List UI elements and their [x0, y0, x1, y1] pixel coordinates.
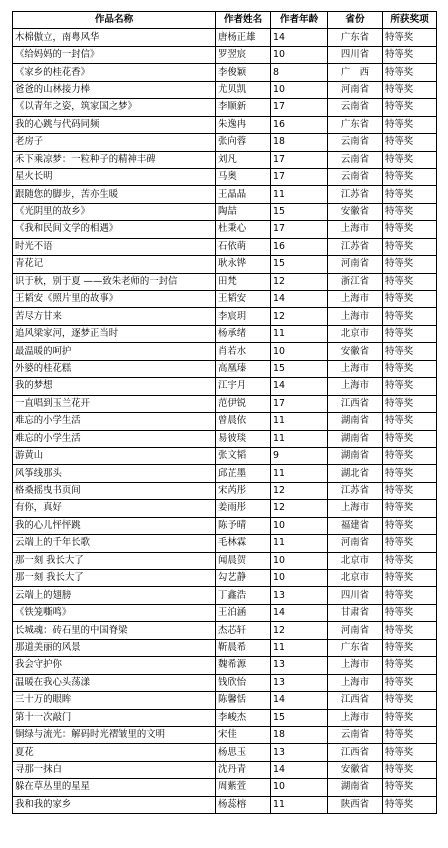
author-name-cell: 唐杨正雄 [216, 29, 271, 46]
author-age-cell: 14 [271, 692, 328, 709]
award-cell: 特等奖 [383, 726, 437, 743]
province-cell: 河南省 [328, 535, 383, 552]
award-cell: 特等奖 [383, 482, 437, 499]
award-cell: 特等奖 [383, 203, 437, 220]
author-age-cell: 14 [271, 378, 328, 395]
author-name-cell: 杨蕊榕 [216, 796, 271, 813]
work-title-cell: 老房子 [13, 134, 216, 151]
table-row [13, 378, 437, 395]
award-cell: 特等奖 [383, 761, 437, 778]
author-name-cell: 李峻杰 [216, 709, 271, 726]
author-name-cell: 李顺新 [216, 99, 271, 116]
award-cell: 特等奖 [383, 692, 437, 709]
author-age-cell: 10 [271, 46, 328, 63]
award-cell: 特等奖 [383, 674, 437, 691]
author-age-cell: 10 [271, 81, 328, 98]
author-name-cell: 张向蓉 [216, 134, 271, 151]
author-name-cell: 魏希源 [216, 657, 271, 674]
province-cell: 云南省 [328, 726, 383, 743]
author-age-cell: 11 [271, 796, 328, 813]
table-row [13, 657, 437, 674]
province-cell: 上海市 [328, 360, 383, 377]
province-cell: 江苏省 [328, 186, 383, 203]
province-cell: 河南省 [328, 256, 383, 273]
awards-table [12, 11, 437, 814]
author-name-cell: 邱芷墨 [216, 465, 271, 482]
author-name-cell: 宋佳 [216, 726, 271, 743]
table-row [13, 465, 437, 482]
column-header-author: 作者姓名 [216, 12, 271, 29]
award-cell: 特等奖 [383, 447, 437, 464]
province-cell: 广东省 [328, 29, 383, 46]
award-cell: 特等奖 [383, 256, 437, 273]
column-header-award: 所获奖项 [383, 12, 437, 29]
province-cell: 安徽省 [328, 203, 383, 220]
author-age-cell: 11 [271, 186, 328, 203]
author-age-cell: 9 [271, 447, 328, 464]
province-cell: 四川省 [328, 587, 383, 604]
award-cell: 特等奖 [383, 325, 437, 342]
author-age-cell: 13 [271, 587, 328, 604]
author-name-cell: 马奥 [216, 168, 271, 185]
work-title-cell: 王韬安《照片里的故事》 [13, 291, 216, 308]
author-name-cell: 王泊涵 [216, 604, 271, 621]
author-age-cell: 14 [271, 29, 328, 46]
work-title-cell: 我的梦想 [13, 378, 216, 395]
table-row [13, 500, 437, 517]
table-row [13, 552, 437, 569]
work-title-cell: 禾下乘凉梦：一粒种子的精神丰碑 [13, 151, 216, 168]
table-row [13, 343, 437, 360]
work-title-cell: 风筝线那头 [13, 465, 216, 482]
province-cell: 湖南省 [328, 779, 383, 796]
author-name-cell: 高凰瑧 [216, 360, 271, 377]
author-age-cell: 10 [271, 552, 328, 569]
column-header-age: 作者年龄 [271, 12, 328, 29]
table-row [13, 308, 437, 325]
province-cell: 北京市 [328, 570, 383, 587]
province-cell: 北京市 [328, 325, 383, 342]
award-cell: 特等奖 [383, 430, 437, 447]
author-name-cell: 易彼琰 [216, 430, 271, 447]
province-cell: 湖北省 [328, 465, 383, 482]
province-cell: 上海市 [328, 674, 383, 691]
award-cell: 特等奖 [383, 186, 437, 203]
award-cell: 特等奖 [383, 151, 437, 168]
work-title-cell: 三十万的眼眸 [13, 692, 216, 709]
award-cell: 特等奖 [383, 709, 437, 726]
award-cell: 特等奖 [383, 657, 437, 674]
table-row [13, 360, 437, 377]
author-name-cell: 沈丹青 [216, 761, 271, 778]
table-row [13, 535, 437, 552]
author-age-cell: 15 [271, 203, 328, 220]
award-cell: 特等奖 [383, 744, 437, 761]
table-row [13, 203, 437, 220]
work-title-cell: 那道美丽的风景 [13, 639, 216, 656]
table-row [13, 430, 437, 447]
table-row [13, 622, 437, 639]
author-age-cell: 13 [271, 674, 328, 691]
author-name-cell: 勾艺静 [216, 570, 271, 587]
work-title-cell: 《家乡的桂花香》 [13, 64, 216, 81]
work-title-cell: 时光不语 [13, 238, 216, 255]
award-cell: 特等奖 [383, 639, 437, 656]
table-row [13, 64, 437, 81]
author-age-cell: 18 [271, 726, 328, 743]
work-title-cell: 追风梁家河，逐梦正当时 [13, 325, 216, 342]
award-cell: 特等奖 [383, 796, 437, 813]
table-row [13, 726, 437, 743]
table-body [13, 29, 437, 814]
table-row [13, 186, 437, 203]
author-age-cell: 10 [271, 570, 328, 587]
award-cell: 特等奖 [383, 779, 437, 796]
table-row [13, 134, 437, 151]
table-row [13, 674, 437, 691]
author-name-cell: 陶喆 [216, 203, 271, 220]
award-cell: 特等奖 [383, 587, 437, 604]
table-row [13, 238, 437, 255]
table-row [13, 639, 437, 656]
author-name-cell: 王晶晶 [216, 186, 271, 203]
author-age-cell: 12 [271, 273, 328, 290]
author-age-cell: 14 [271, 291, 328, 308]
award-cell: 特等奖 [383, 64, 437, 81]
province-cell: 安徽省 [328, 343, 383, 360]
work-title-cell: 我的心儿怦怦跳 [13, 517, 216, 534]
work-title-cell: 躲在草丛里的星星 [13, 779, 216, 796]
table-row [13, 29, 437, 46]
award-cell: 特等奖 [383, 99, 437, 116]
province-cell: 上海市 [328, 378, 383, 395]
award-cell: 特等奖 [383, 81, 437, 98]
author-name-cell: 陈予晴 [216, 517, 271, 534]
work-title-cell: 温暖在我心头荡漾 [13, 674, 216, 691]
award-cell: 特等奖 [383, 535, 437, 552]
province-cell: 湖南省 [328, 430, 383, 447]
work-title-cell: 《以青年之姿，筑家国之梦》 [13, 99, 216, 116]
author-name-cell: 田梵 [216, 273, 271, 290]
author-age-cell: 16 [271, 116, 328, 133]
province-cell: 上海市 [328, 308, 383, 325]
work-title-cell: 《光阴里的故乡》 [13, 203, 216, 220]
author-age-cell: 15 [271, 256, 328, 273]
award-cell: 特等奖 [383, 395, 437, 412]
table-row [13, 291, 437, 308]
award-cell: 特等奖 [383, 604, 437, 621]
province-cell: 上海市 [328, 221, 383, 238]
author-age-cell: 17 [271, 395, 328, 412]
author-age-cell: 13 [271, 744, 328, 761]
table-row [13, 761, 437, 778]
province-cell: 江苏省 [328, 238, 383, 255]
province-cell: 福建省 [328, 517, 383, 534]
table-row [13, 692, 437, 709]
table-row [13, 168, 437, 185]
author-name-cell: 杰芯轩 [216, 622, 271, 639]
work-title-cell: 青花记 [13, 256, 216, 273]
work-title-cell: 我会守护你 [13, 657, 216, 674]
author-age-cell: 16 [271, 238, 328, 255]
author-name-cell: 姜雨彤 [216, 500, 271, 517]
province-cell: 北京市 [328, 552, 383, 569]
award-cell: 特等奖 [383, 343, 437, 360]
award-cell: 特等奖 [383, 500, 437, 517]
province-cell: 上海市 [328, 500, 383, 517]
award-cell: 特等奖 [383, 238, 437, 255]
author-age-cell: 11 [271, 413, 328, 430]
table-row [13, 273, 437, 290]
author-name-cell: 朱逸冉 [216, 116, 271, 133]
table-row [13, 604, 437, 621]
work-title-cell: 游黄山 [13, 447, 216, 464]
province-cell: 甘肃省 [328, 604, 383, 621]
province-cell: 安徽省 [328, 761, 383, 778]
column-header-title: 作品名称 [13, 12, 216, 29]
author-age-cell: 17 [271, 99, 328, 116]
province-cell: 江西省 [328, 692, 383, 709]
award-cell: 特等奖 [383, 413, 437, 430]
author-name-cell: 李俊颖 [216, 64, 271, 81]
table-row [13, 796, 437, 813]
work-title-cell: 有你，真好 [13, 500, 216, 517]
table-row [13, 779, 437, 796]
award-cell: 特等奖 [383, 570, 437, 587]
award-cell: 特等奖 [383, 552, 437, 569]
author-name-cell: 杜秉心 [216, 221, 271, 238]
province-cell: 江西省 [328, 744, 383, 761]
province-cell: 河南省 [328, 81, 383, 98]
award-cell: 特等奖 [383, 116, 437, 133]
table-row [13, 709, 437, 726]
table-row [13, 256, 437, 273]
table-row [13, 221, 437, 238]
award-cell: 特等奖 [383, 273, 437, 290]
author-name-cell: 范伊锐 [216, 395, 271, 412]
column-header-province: 省份 [328, 12, 383, 29]
work-title-cell: 最温暖的呵护 [13, 343, 216, 360]
author-name-cell: 闻晨贺 [216, 552, 271, 569]
table-row [13, 81, 437, 98]
author-age-cell: 12 [271, 622, 328, 639]
province-cell: 上海市 [328, 709, 383, 726]
table-row [13, 517, 437, 534]
author-name-cell: 李宸玥 [216, 308, 271, 325]
work-title-cell: 《铁笼嘶鸣》 [13, 604, 216, 621]
work-title-cell: 星火长明 [13, 168, 216, 185]
work-title-cell: 《我和民间文学的相遇》 [13, 221, 216, 238]
award-cell: 特等奖 [383, 465, 437, 482]
award-cell: 特等奖 [383, 622, 437, 639]
author-age-cell: 12 [271, 500, 328, 517]
province-cell: 陕西省 [328, 796, 383, 813]
work-title-cell: 夏花 [13, 744, 216, 761]
table-row [13, 482, 437, 499]
author-name-cell: 杨承绪 [216, 325, 271, 342]
table-row [13, 447, 437, 464]
work-title-cell: 我和我的家乡 [13, 796, 216, 813]
work-title-cell: 木棉傲立，南粤风华 [13, 29, 216, 46]
province-cell: 云南省 [328, 99, 383, 116]
author-age-cell: 10 [271, 517, 328, 534]
province-cell: 广东省 [328, 116, 383, 133]
author-name-cell: 张文韬 [216, 447, 271, 464]
table-row [13, 99, 437, 116]
province-cell: 湖南省 [328, 447, 383, 464]
work-title-cell: 云端上的千年长歌 [13, 535, 216, 552]
author-age-cell: 11 [271, 430, 328, 447]
province-cell: 云南省 [328, 151, 383, 168]
province-cell: 广 西 [328, 64, 383, 81]
author-age-cell: 10 [271, 779, 328, 796]
work-title-cell: 那一刻 我长大了 [13, 570, 216, 587]
author-name-cell: 陈馨恬 [216, 692, 271, 709]
author-age-cell: 11 [271, 465, 328, 482]
author-name-cell: 曾晨依 [216, 413, 271, 430]
table-row [13, 413, 437, 430]
author-age-cell: 10 [271, 343, 328, 360]
award-cell: 特等奖 [383, 134, 437, 151]
province-cell: 云南省 [328, 168, 383, 185]
province-cell: 云南省 [328, 134, 383, 151]
award-cell: 特等奖 [383, 168, 437, 185]
province-cell: 广东省 [328, 639, 383, 656]
work-title-cell: 格桑摇曳书页间 [13, 482, 216, 499]
author-name-cell: 尤贝凯 [216, 81, 271, 98]
province-cell: 上海市 [328, 291, 383, 308]
work-title-cell: 第十一次敲门 [13, 709, 216, 726]
author-name-cell: 周紫萱 [216, 779, 271, 796]
author-name-cell: 刘凡 [216, 151, 271, 168]
award-cell: 特等奖 [383, 378, 437, 395]
table-row [13, 151, 437, 168]
author-age-cell: 15 [271, 709, 328, 726]
author-name-cell: 耿永铧 [216, 256, 271, 273]
work-title-cell: 跟随您的脚步，苦亦生暖 [13, 186, 216, 203]
author-age-cell: 14 [271, 604, 328, 621]
work-title-cell: 寻那一抹白 [13, 761, 216, 778]
author-name-cell: 杨思玉 [216, 744, 271, 761]
author-age-cell: 17 [271, 168, 328, 185]
author-age-cell: 15 [271, 360, 328, 377]
author-age-cell: 17 [271, 221, 328, 238]
work-title-cell: 我的心跳与代码同频 [13, 116, 216, 133]
province-cell: 上海市 [328, 657, 383, 674]
author-age-cell: 11 [271, 325, 328, 342]
award-cell: 特等奖 [383, 308, 437, 325]
award-cell: 特等奖 [383, 46, 437, 63]
work-title-cell: 爸爸的山林接力棒 [13, 81, 216, 98]
author-name-cell: 石依萌 [216, 238, 271, 255]
author-age-cell: 12 [271, 308, 328, 325]
work-title-cell: 难忘的小学生活 [13, 413, 216, 430]
table-row [13, 587, 437, 604]
award-cell: 特等奖 [383, 29, 437, 46]
author-age-cell: 11 [271, 535, 328, 552]
author-age-cell: 14 [271, 761, 328, 778]
province-cell: 四川省 [328, 46, 383, 63]
work-title-cell: 一直唱到玉兰花开 [13, 395, 216, 412]
author-age-cell: 12 [271, 482, 328, 499]
award-cell: 特等奖 [383, 517, 437, 534]
province-cell: 河南省 [328, 622, 383, 639]
table-row [13, 395, 437, 412]
province-cell: 江苏省 [328, 482, 383, 499]
province-cell: 浙江省 [328, 273, 383, 290]
award-cell: 特等奖 [383, 291, 437, 308]
author-age-cell: 18 [271, 134, 328, 151]
author-name-cell: 丁鑫浩 [216, 587, 271, 604]
author-name-cell: 靳晨希 [216, 639, 271, 656]
work-title-cell: 云端上的翅膀 [13, 587, 216, 604]
table-row [13, 744, 437, 761]
author-name-cell: 钱欣怡 [216, 674, 271, 691]
author-name-cell: 毛林霖 [216, 535, 271, 552]
province-cell: 湖南省 [328, 413, 383, 430]
work-title-cell: 外婆的桂花糕 [13, 360, 216, 377]
work-title-cell: 苦尽方甘来 [13, 308, 216, 325]
table-row [13, 46, 437, 63]
author-age-cell: 8 [271, 64, 328, 81]
author-name-cell: 江宇月 [216, 378, 271, 395]
author-age-cell: 13 [271, 657, 328, 674]
work-title-cell: 长城魂：砖石里的中国脊梁 [13, 622, 216, 639]
province-cell: 江西省 [328, 395, 383, 412]
author-name-cell: 罗翌宸 [216, 46, 271, 63]
work-title-cell: 铜绿与流光：解码时光褶皱里的文明 [13, 726, 216, 743]
table-row [13, 570, 437, 587]
award-cell: 特等奖 [383, 221, 437, 238]
author-name-cell: 宋芮彤 [216, 482, 271, 499]
work-title-cell: 那一刻 我长大了 [13, 552, 216, 569]
award-cell: 特等奖 [383, 360, 437, 377]
work-title-cell: 难忘的小学生活 [13, 430, 216, 447]
table-row [13, 116, 437, 133]
author-age-cell: 11 [271, 639, 328, 656]
author-name-cell: 王韬安 [216, 291, 271, 308]
table-row [13, 325, 437, 342]
work-title-cell: 识于秋，别于夏 ——致朱老师的一封信 [13, 273, 216, 290]
author-name-cell: 肖若水 [216, 343, 271, 360]
header-row [13, 12, 437, 29]
work-title-cell: 《给妈妈的一封信》 [13, 46, 216, 63]
author-age-cell: 17 [271, 151, 328, 168]
